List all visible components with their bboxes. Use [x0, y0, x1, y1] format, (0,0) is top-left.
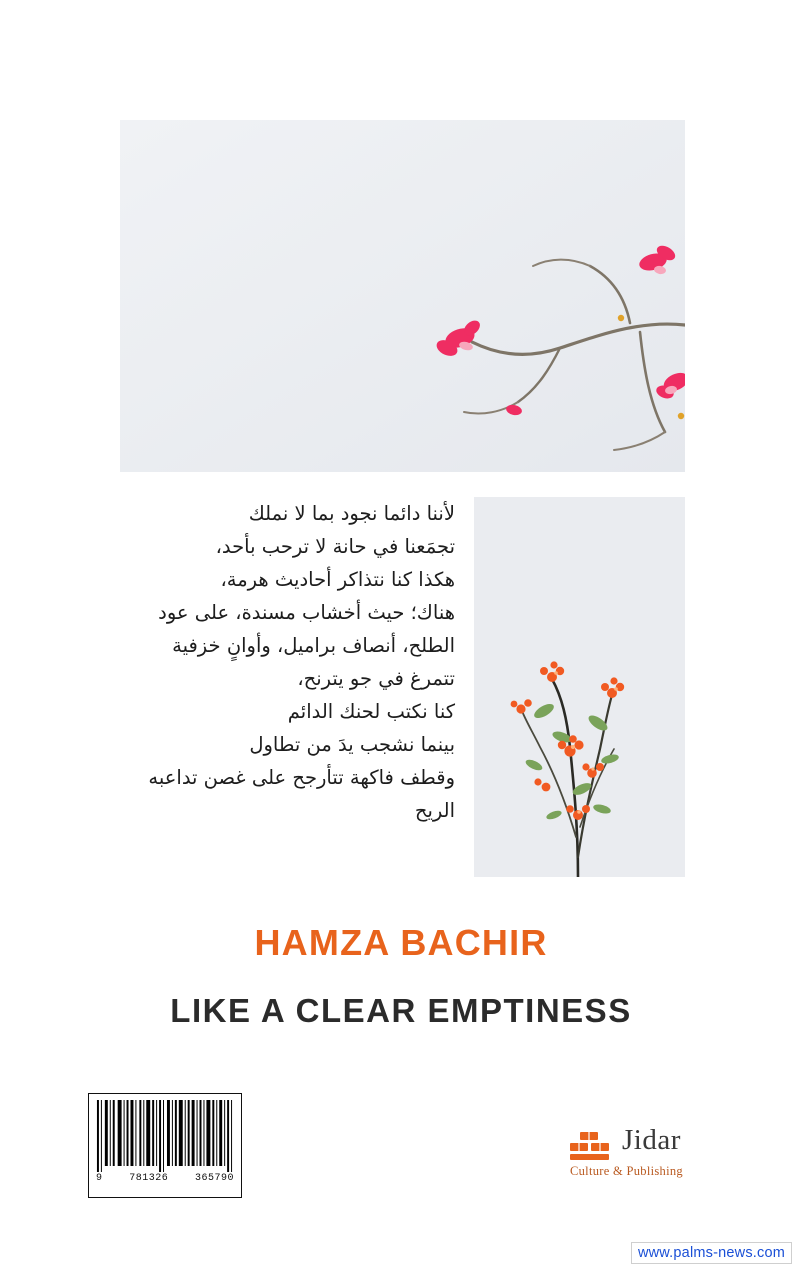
orange-flowers-icon [474, 497, 685, 877]
poem-line: تتمرغ في جو يترنح، [297, 667, 455, 690]
poem-line: هناك؛ حيث أخشاب مسندة، على عود [158, 601, 455, 624]
publisher-name: Jidar [622, 1124, 681, 1156]
poem-line: بينما نشجب يدَ من تطاول [249, 733, 455, 756]
book-title: LIKE A CLEAR EMPTINESS [170, 992, 632, 1029]
isbn-barcode [88, 1093, 242, 1198]
poem-line: هكذا كنا نتذاكر أحاديث هرمة، [220, 568, 455, 591]
publisher-logo [560, 1124, 720, 1188]
cover-flower-image [474, 497, 685, 877]
barcode-right-group: 365790 [194, 1173, 234, 1184]
poem-line: لأننا دائما نجود بما لا نملك [248, 502, 455, 525]
poem-block [120, 497, 455, 827]
barcode-bars-icon [94, 1100, 236, 1172]
author-name: HAMZA BACHIR [254, 922, 548, 963]
barcode-digits [94, 1172, 236, 1184]
cover-hero-image [120, 120, 685, 472]
publisher-tagline: Culture & Publishing [570, 1164, 683, 1178]
poem-line: وقطف فاكهة تتأرجح على غصن تداعبه [148, 766, 455, 789]
site-watermark[interactable]: www.palms-news.com [631, 1242, 792, 1264]
poem-line: الطلح، أنصاف براميل، وأوانٍ خزفية [172, 634, 455, 657]
poem-line: كنا نكتب لحنك الدائم [287, 700, 455, 723]
barcode-prefix-digit: 9 [96, 1173, 103, 1184]
brick-stack-icon [568, 1130, 612, 1162]
blossom-branch-icon [120, 120, 685, 472]
poem-line: تجمَعنا في حانة لا ترحب بأحد، [215, 535, 455, 558]
barcode-left-group: 781326 [129, 1173, 169, 1184]
poem-line: الريح [414, 799, 455, 822]
